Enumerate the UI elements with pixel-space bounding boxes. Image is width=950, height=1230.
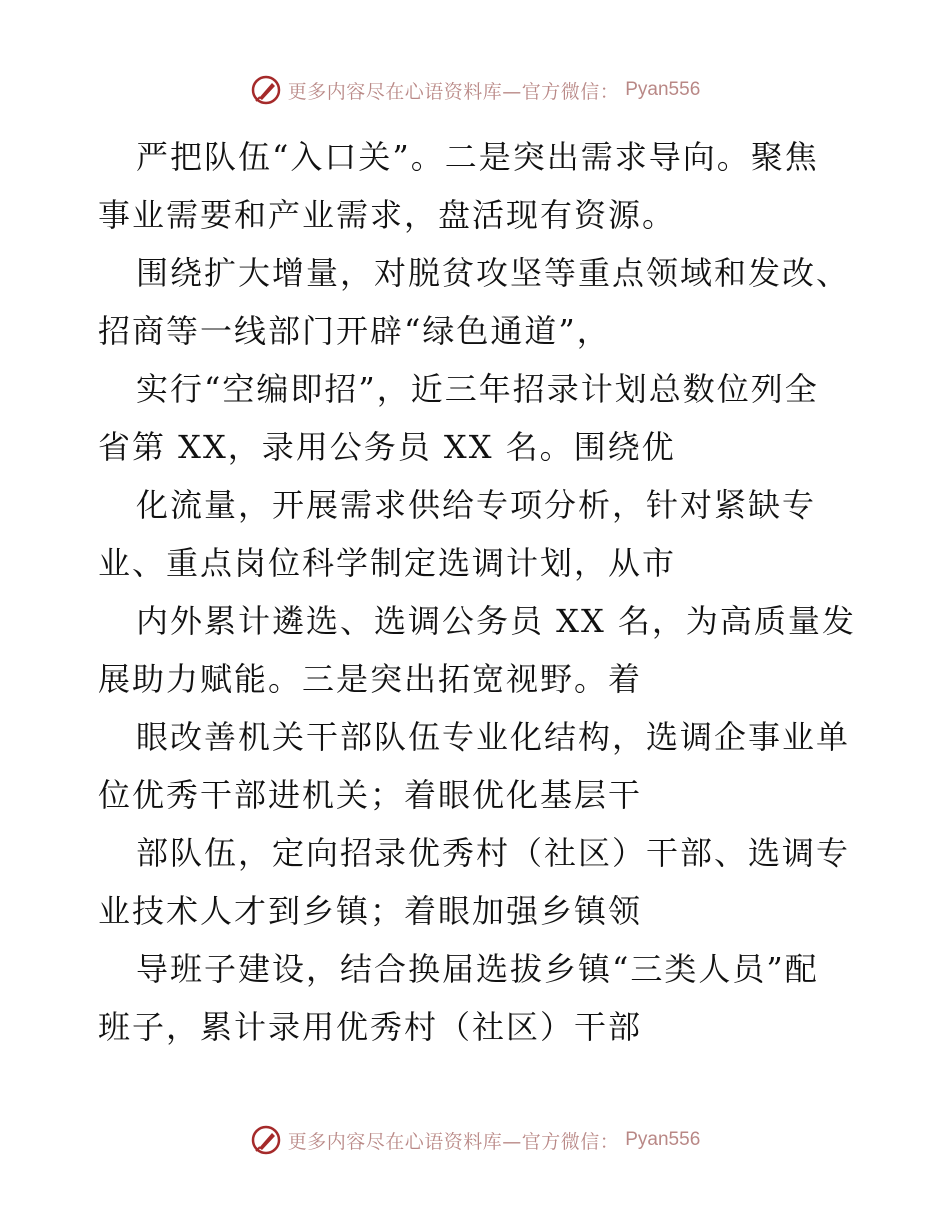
banner-wechat-id: Pyan556: [625, 1129, 701, 1150]
document-body: [98, 128, 858, 1056]
header-banner: [0, 70, 950, 110]
banner-wechat-id: Pyan556: [625, 79, 701, 100]
text-line: 招商等一线部门开辟“绿色通道”，: [98, 312, 611, 350]
text-line: 事业需要和产业需求，盘活现有资源。: [98, 196, 677, 234]
text-line: 导班子建设，结合换届选拔乡镇“三类人员”配: [136, 950, 819, 988]
text-line: 化流量，开展需求供给专项分析，针对紧缺专: [136, 486, 817, 524]
text-line: 业技术人才到乡镇；着眼加强乡镇领: [98, 892, 643, 930]
text-line: 内外累计遴选、选调公务员 XX 名，为高质量发: [136, 602, 856, 640]
text-line: 省第 XX，录用公务员 XX 名。围绕优: [98, 428, 676, 466]
footer-banner: [0, 1120, 950, 1160]
text-line: 班子，累计录用优秀村（社区）干部: [98, 1008, 643, 1046]
quill-pen-seal-icon: [250, 1124, 282, 1156]
text-line: 业、重点岗位科学制定选调计划，从市: [98, 544, 677, 582]
text-line: 部队伍，定向招录优秀村（社区）干部、选调专: [136, 834, 851, 872]
text-line: 眼改善机关干部队伍专业化结构，选调企事业单: [136, 718, 851, 756]
text-line: 位优秀干部进机关；着眼优化基层干: [98, 776, 643, 814]
banner-text: 更多内容尽在心语资料库—官方微信：: [287, 1130, 620, 1153]
quill-pen-seal-icon: [250, 74, 282, 106]
text-line: 围绕扩大增量，对脱贫攻坚等重点领域和发改、: [136, 254, 851, 292]
text-line: 实行“空编即招”，近三年招录计划总数位列全: [136, 370, 819, 408]
text-line: 展助力赋能。三是突出拓宽视野。着: [98, 660, 643, 698]
text-line: 严把队伍“入口关”。二是突出需求导向。聚焦: [136, 138, 819, 176]
banner-text: 更多内容尽在心语资料库—官方微信：: [287, 80, 620, 103]
